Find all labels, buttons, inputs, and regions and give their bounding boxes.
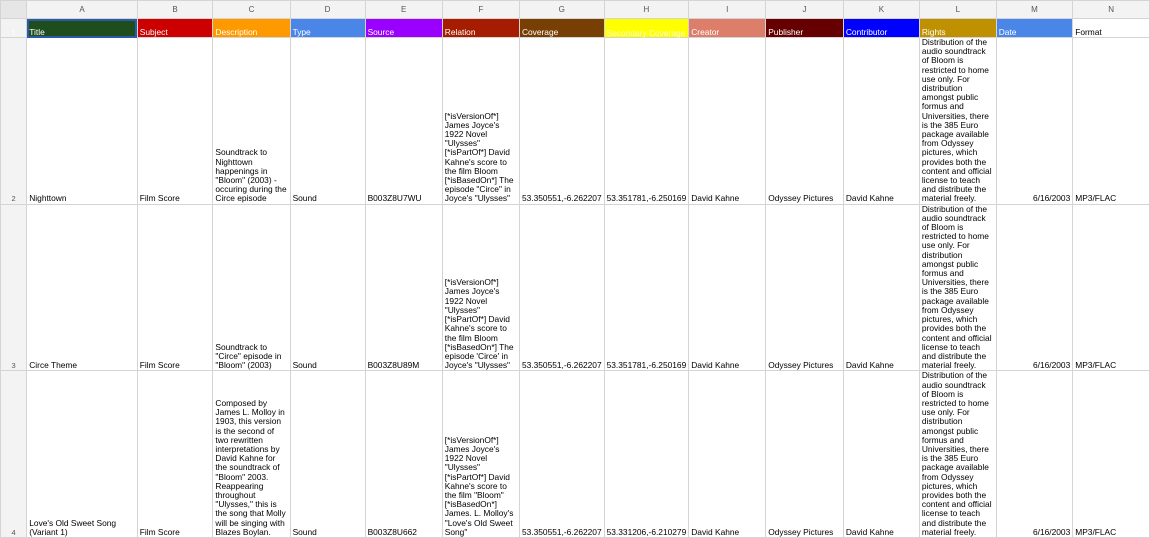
table-row	[1, 371, 1150, 538]
cell-coverage[interactable]: 53.350551,-6.262207	[519, 204, 604, 371]
column-header-row	[1, 1, 1150, 19]
column-header-n[interactable]: N	[1073, 1, 1150, 19]
cell-source[interactable]: B003Z8U662	[365, 371, 442, 538]
column-header-a[interactable]: A	[27, 1, 137, 19]
column-header-c[interactable]: C	[213, 1, 290, 19]
cell-title[interactable]: Circe Theme	[27, 204, 137, 371]
cell-relation[interactable]: [*isVersionOf*] James Joyce's 1922 Novel "Ulysses" [*isPartOf*] David Kahne's score to the film "Bloom" [*isBasedOn*] James. L. Molloy's "Love's Old Sweet Song"	[442, 371, 519, 538]
cell-contributor[interactable]: David Kahne	[843, 371, 919, 538]
cell-source[interactable]: B003Z8U89M	[365, 204, 442, 371]
header-cell-secondary-coverage[interactable]: Secondary Coverage	[604, 19, 689, 38]
cell-coverage[interactable]: 53.350551,-6.262207	[519, 371, 604, 538]
cell-subject[interactable]: Film Score	[137, 371, 213, 538]
cell-subject[interactable]: Film Score	[137, 38, 213, 205]
cell-relation[interactable]: [*isVersionOf*] James Joyce's 1922 Novel "Ulysses" [*isPartOf*] David Kahne's score to the film Bloom [*isBasedOn*] The episode "Circe" in Joyce's "Ulysses"	[442, 38, 519, 205]
row-number[interactable]: 4	[1, 371, 27, 538]
cell-secondary-coverage[interactable]: 53.351781,-6.250169	[604, 38, 689, 205]
column-header-d[interactable]: D	[290, 1, 365, 19]
column-header-i[interactable]: I	[689, 1, 766, 19]
column-header-m[interactable]: M	[996, 1, 1073, 19]
cell-subject[interactable]: Film Score	[137, 204, 213, 371]
header-cell-title[interactable]: Title	[27, 19, 137, 38]
cell-contributor[interactable]: David Kahne	[843, 38, 919, 205]
cell-title[interactable]: Nighttown	[27, 38, 137, 205]
column-header-g[interactable]: G	[519, 1, 604, 19]
cell-rights[interactable]: Distribution of the audio soundtrack of Bloom is restricted to home use only. For distribution amongst public formus and Universities, there is the 385 Euro package available from Odyssey pictures, which provides both the content and official license to teach and distribute the material freely.	[919, 371, 996, 538]
cell-title[interactable]: Love's Old Sweet Song (Variant 1)	[27, 371, 137, 538]
cell-type[interactable]: Sound	[290, 38, 365, 205]
header-cell-publisher[interactable]: Publisher	[766, 19, 844, 38]
cell-description[interactable]: Soundtrack to Nighttown happenings in "Bloom" (2003) - occuring during the Circe episode	[213, 38, 290, 205]
cell-creator[interactable]: David Kahne	[689, 204, 766, 371]
row-number[interactable]: 3	[1, 204, 27, 371]
cell-creator[interactable]: David Kahne	[689, 38, 766, 205]
header-cell-date[interactable]: Date	[996, 19, 1073, 38]
cell-rights[interactable]: Distribution of the audio soundtrack of Bloom is restricted to home use only. For distribution amongst public formus and Universities, there is the 385 Euro package available from Odyssey pictures, which provides both the content and official license to teach and distribute the material freely.	[919, 38, 996, 205]
row-number[interactable]: 1	[1, 19, 27, 38]
header-cell-subject[interactable]: Subject	[137, 19, 213, 38]
header-cell-format[interactable]: Format	[1073, 19, 1150, 38]
column-header-l[interactable]: L	[919, 1, 996, 19]
cell-secondary-coverage[interactable]: 53.351781,-6.250169	[604, 204, 689, 371]
cell-creator[interactable]: David Kahne	[689, 371, 766, 538]
cell-secondary-coverage[interactable]: 53.331206,-6.210279	[604, 371, 689, 538]
column-header-e[interactable]: E	[365, 1, 442, 19]
cell-publisher[interactable]: Odyssey Pictures	[766, 204, 844, 371]
cell-date[interactable]: 6/16/2003	[996, 38, 1073, 205]
field-header-row	[1, 19, 1150, 38]
column-header-j[interactable]: J	[766, 1, 844, 19]
cell-publisher[interactable]: Odyssey Pictures	[766, 38, 844, 205]
header-cell-description[interactable]: Description	[213, 19, 290, 38]
select-all-corner[interactable]	[1, 1, 27, 19]
cell-publisher[interactable]: Odyssey Pictures	[766, 371, 844, 538]
header-cell-rights[interactable]: Rights	[919, 19, 996, 38]
cell-format[interactable]: MP3/FLAC	[1073, 371, 1150, 538]
cell-relation[interactable]: [*isVersionOf*] James Joyce's 1922 Novel "Ulysses" [*isPartOf*] David Kahne's score to the film Bloom [*isBasedOn*] The episode 'Circe' in Joyce's "Ulysses"	[442, 204, 519, 371]
cell-coverage[interactable]: 53.350551,-6.262207	[519, 38, 604, 205]
cell-description[interactable]: Soundtrack to "Circe" episode in "Bloom" (2003)	[213, 204, 290, 371]
cell-type[interactable]: Sound	[290, 371, 365, 538]
header-cell-type[interactable]: Type	[290, 19, 365, 38]
cell-date[interactable]: 6/16/2003	[996, 204, 1073, 371]
cell-rights[interactable]: Distribution of the audio soundtrack of Bloom is restricted to home use only. For distribution amongst public formus and Universities, there is the 385 Euro package available from Odyssey pictures, which provides both the content and official license to teach and distribute the material freely.	[919, 204, 996, 371]
cell-date[interactable]: 6/16/2003	[996, 371, 1073, 538]
column-header-f[interactable]: F	[442, 1, 519, 19]
header-cell-coverage[interactable]: Coverage	[519, 19, 604, 38]
cell-format[interactable]: MP3/FLAC	[1073, 38, 1150, 205]
header-cell-contributor[interactable]: Contributor	[843, 19, 919, 38]
cell-type[interactable]: Sound	[290, 204, 365, 371]
cell-source[interactable]: B003Z8U7WU	[365, 38, 442, 205]
header-cell-relation[interactable]: Relation	[442, 19, 519, 38]
cell-contributor[interactable]: David Kahne	[843, 204, 919, 371]
column-header-b[interactable]: B	[137, 1, 213, 19]
header-cell-source[interactable]: Source	[365, 19, 442, 38]
table-row	[1, 204, 1150, 371]
cell-format[interactable]: MP3/FLAC	[1073, 204, 1150, 371]
column-header-k[interactable]: K	[843, 1, 919, 19]
row-number[interactable]: 2	[1, 38, 27, 205]
header-cell-creator[interactable]: Creator	[689, 19, 766, 38]
table-row	[1, 38, 1150, 205]
cell-description[interactable]: Composed by James L. Molloy in 1903, this version is the second of two rewritten interpretations by David Kahne for the soundtrack of "Bloom" 2003. Reappearing throughout "Ulysses," this is the song that Molly will be singing with Blazes Boylan.	[213, 371, 290, 538]
column-header-h[interactable]: H	[604, 1, 689, 19]
